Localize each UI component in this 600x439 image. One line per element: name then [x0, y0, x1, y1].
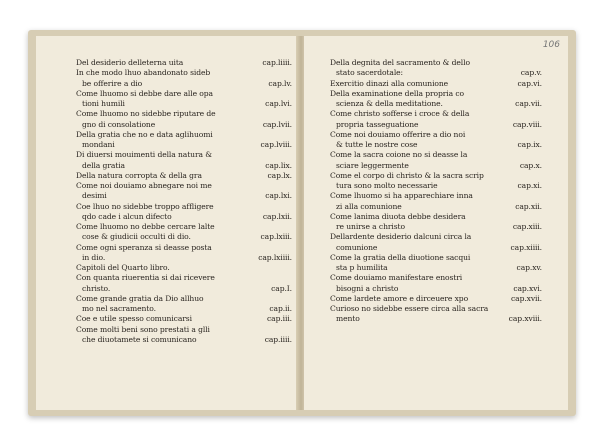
toc-line	[76, 161, 292, 171]
toc-entry-text: & tutte le nostre cose	[336, 140, 418, 149]
chapter-number: cap.xiiii.	[510, 242, 542, 252]
toc-line	[76, 171, 292, 181]
toc-entry-text: Come lardete amore e dirceuere xpo	[330, 293, 469, 303]
toc-line	[330, 212, 542, 222]
toc-line	[76, 181, 292, 191]
toc-entry-text: mo nel sacramento.	[82, 304, 156, 313]
chapter-number: cap.ii.	[269, 304, 292, 313]
toc-line	[76, 304, 292, 314]
toc-entry-text: sta p humilita	[336, 263, 388, 272]
toc-entry-text: mento	[336, 314, 360, 324]
chapter-number: cap.xviii.	[508, 314, 542, 324]
toc-line	[330, 181, 542, 191]
chapter-number: cap.lxii.	[262, 211, 292, 221]
chapter-number: cap.lix.	[265, 160, 292, 170]
toc-line	[76, 79, 292, 89]
toc-line	[76, 335, 292, 345]
toc-entry-text: in dio.	[82, 252, 106, 262]
toc-line	[76, 68, 292, 78]
chapter-number: cap.ix.	[517, 140, 542, 149]
toc-entry-text: be offerire a dio	[82, 78, 143, 88]
toc-entry-text: stato sacerdotale:	[336, 68, 404, 78]
toc-entry-text: Come lhuomo no sidebbe riputare de	[76, 109, 216, 119]
toc-line	[330, 140, 542, 150]
chapter-number: cap.lxiii.	[260, 232, 292, 242]
toc-line	[330, 202, 542, 212]
toc-line	[76, 109, 292, 119]
toc-line	[330, 79, 542, 89]
toc-entry-text: della gratia	[82, 160, 125, 170]
toc-line	[76, 232, 292, 242]
toc-line	[76, 89, 292, 99]
toc-entry-text: Coe e utile spesso comunicarsi	[76, 314, 192, 324]
toc-entry-text: Come christo sofferse i croce & della	[330, 109, 470, 119]
right-page	[304, 36, 568, 410]
chapter-number: cap.xv.	[516, 263, 542, 272]
toc-entry-text: Come molti beni sono prestati a glli	[76, 324, 210, 334]
toc-line	[76, 202, 292, 212]
toc-entry-text: Con quanta riuerentia si dai ricevere	[76, 273, 215, 283]
toc-line	[330, 243, 542, 253]
toc-line	[330, 284, 542, 294]
toc-line	[76, 212, 292, 222]
chapter-number: cap.lvii.	[262, 119, 292, 129]
toc-line	[330, 89, 542, 99]
toc-line	[76, 191, 292, 201]
toc-line	[330, 130, 542, 140]
chapter-number: cap.lxiiii.	[258, 252, 292, 262]
toc-entry-text: Come noi douiamo offerire a dio noi	[330, 129, 466, 139]
toc-line	[330, 171, 542, 181]
toc-entry-text: scienza & della meditatione.	[336, 99, 443, 108]
chapter-number: cap.liiii.	[262, 58, 292, 67]
toc-entry-text: Come el corpo di christo & la sacra scrip	[330, 170, 484, 180]
toc-line	[76, 294, 292, 304]
left-page	[36, 36, 299, 410]
toc-line	[76, 130, 292, 140]
chapter-number: cap.v.	[520, 68, 542, 78]
chapter-number: cap.lxi.	[265, 191, 292, 201]
toc-entry-text: Come noi douiamo abnegare noi me	[76, 181, 212, 190]
chapter-number: cap.vi.	[517, 78, 542, 88]
open-book	[28, 30, 576, 416]
toc-line	[330, 253, 542, 263]
toc-line	[330, 222, 542, 232]
toc-entry-text: Come la sacra coione no si deasse la	[330, 150, 468, 160]
chapter-number: cap.x.	[519, 160, 542, 170]
toc-line	[76, 243, 292, 253]
toc-entry-text: Della natura corropta & della gra	[76, 170, 202, 180]
toc-entry-text: In che modo lhuo abandonato sideb	[76, 68, 211, 78]
toc-entry-text: Capitoli del Quarto libro.	[76, 263, 170, 272]
section-heading	[76, 263, 292, 273]
toc-line	[330, 273, 542, 283]
toc-line	[76, 314, 292, 324]
chapter-number: cap.iiii.	[264, 334, 292, 344]
chapter-number: cap.xvii.	[511, 293, 542, 303]
toc-entry-text: Della examinatione della propria co	[330, 88, 464, 98]
toc-line	[330, 191, 542, 201]
toc-line	[76, 150, 292, 160]
chapter-number: cap.lvi.	[265, 99, 292, 108]
toc-line	[76, 99, 292, 109]
toc-line	[330, 314, 542, 324]
folio-number: 106	[542, 40, 560, 50]
toc-line	[76, 273, 292, 283]
chapter-number: cap.I.	[271, 283, 292, 293]
chapter-number: cap.iii.	[267, 314, 292, 324]
toc-entry-text: cose & giudicii occulti di dio.	[82, 232, 191, 242]
toc-line	[330, 304, 542, 314]
toc-entry-text: Come grande gratia da Dio allhuo	[76, 293, 204, 303]
chapter-number: cap.xiii.	[512, 222, 542, 231]
toc-entry-text: tura sono molto necessarie	[336, 181, 438, 190]
toc-entry-text: Coe lhuo no sidebbe troppo affligere	[76, 201, 214, 211]
chapter-number: cap.xvi.	[513, 283, 542, 293]
toc-line	[330, 161, 542, 171]
toc-entry-text: Dellardente desiderio dalcuni circa la	[330, 232, 472, 242]
toc-line	[76, 58, 292, 68]
toc-line	[330, 150, 542, 160]
chapter-number: cap.lviii.	[260, 140, 292, 149]
toc-entry-text: Della degnita del sacramento & dello	[330, 58, 470, 67]
toc-entry-text: mondani	[82, 140, 115, 149]
toc-entry-text: comunione	[336, 242, 378, 252]
toc-entry-text: Della gratia che no e data aglihuomi	[76, 129, 213, 139]
chapter-number: cap.lx.	[267, 170, 292, 180]
toc-line	[76, 325, 292, 335]
toc-line	[76, 222, 292, 232]
toc-entry-text: desimi	[82, 191, 107, 201]
toc-line	[76, 284, 292, 294]
toc-entry-text: bisogni a christo	[336, 283, 399, 293]
chapter-number: cap.xii.	[515, 201, 542, 211]
toc-line	[76, 253, 292, 263]
chapter-number: cap.viii.	[512, 119, 542, 129]
toc-entry-text: Curioso no sidebbe essere circa alla sacra	[330, 304, 489, 313]
toc-entry-text: qdo cade i alcun difecto	[82, 211, 172, 221]
toc-entry-text: sciare leggermente	[336, 160, 409, 170]
chapter-number: cap.xi.	[517, 181, 542, 190]
toc-line	[76, 120, 292, 130]
right-page-text	[330, 58, 542, 325]
toc-line	[330, 99, 542, 109]
chapter-number: cap.lv.	[268, 78, 292, 88]
toc-line	[330, 294, 542, 304]
toc-entry-text: Del desiderio delleterna uita	[76, 58, 184, 67]
toc-entry-text: tioni humili	[82, 99, 125, 108]
toc-line	[330, 263, 542, 273]
toc-line	[330, 232, 542, 242]
toc-entry-text: gno di consolatione	[82, 119, 156, 129]
toc-entry-text: Come lhuomo si ha apparechiare inna	[330, 191, 473, 201]
toc-entry-text: che diuotamete si comunicano	[82, 334, 197, 344]
toc-entry-text: Exercitio dinazi alla comunione	[330, 78, 449, 88]
toc-line	[330, 120, 542, 130]
toc-line	[330, 68, 542, 78]
toc-entry-text: Come lhuomo si debbe dare alle opa	[76, 88, 213, 98]
toc-line	[330, 58, 542, 68]
toc-entry-text: christo.	[82, 283, 111, 293]
toc-entry-text: Come douiamo manifestare enostri	[330, 273, 463, 283]
left-page-text	[76, 58, 292, 345]
toc-entry-text: zi alla comunione	[336, 201, 402, 211]
toc-entry-text: Di diuersi mouimenti della natura &	[76, 150, 212, 160]
toc-entry-text: Come lanima diuota debbe desidera	[330, 211, 466, 221]
toc-line	[76, 140, 292, 150]
toc-entry-text: Come lhuomo no debbe cercare lalte	[76, 222, 215, 231]
toc-entry-text: propria tasseguatione	[336, 119, 419, 129]
toc-entry-text: Come ogni speranza si deasse posta	[76, 242, 212, 252]
toc-entry-text: Come la gratia della diuotione sacqui	[330, 252, 471, 262]
toc-entry-text: re unirse a christo	[336, 222, 405, 231]
chapter-number: cap.vii.	[515, 99, 542, 108]
toc-line	[330, 109, 542, 119]
